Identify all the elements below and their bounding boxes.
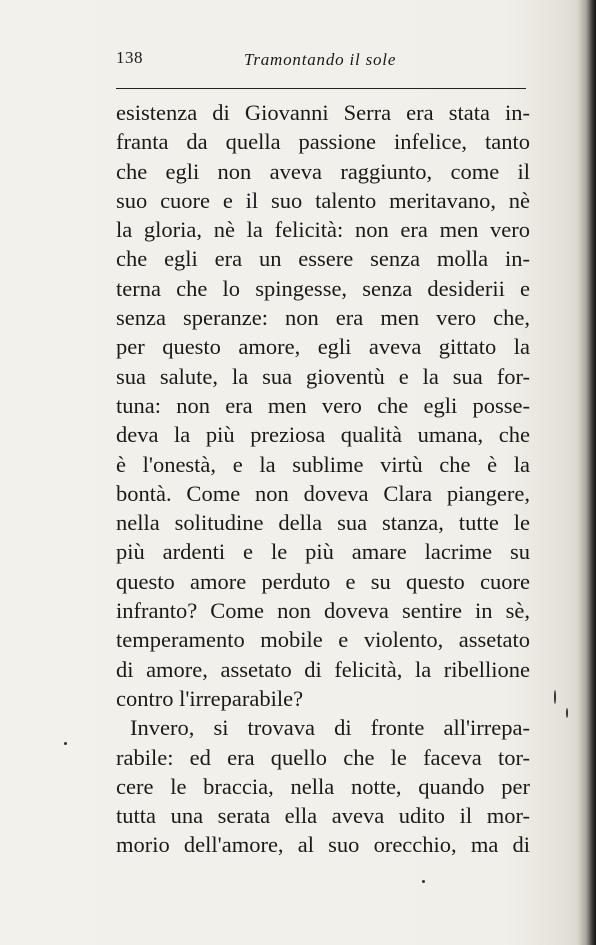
text-line: deva la più preziosa qualità umana, che: [116, 422, 530, 448]
text-line: sua salute, la sua gioventù e la sua for-: [116, 363, 530, 389]
text-line: è l'onestà, e la sublime virtù che è la: [116, 451, 530, 477]
body-text: [116, 98, 530, 860]
text-line: franta da quella passione infelice, tanto: [116, 129, 530, 155]
text-line: che egli non aveva raggiunto, come il: [116, 158, 530, 184]
text-line: cere le braccia, nella notte, quando per: [116, 773, 530, 799]
text-line: tutta una serata ella aveva udito il mor-: [116, 803, 530, 829]
book-spine-edge: [578, 0, 596, 945]
text-line: di amore, assetato di felicità, la ribellione: [116, 656, 530, 682]
text-line: Invero, si trovava di fronte all'irrepa-: [130, 715, 530, 741]
text-line: tuna: non era men vero che egli posse-: [116, 392, 530, 418]
running-title: Tramontando il sole: [244, 50, 397, 69]
page-number: 138: [116, 48, 143, 67]
ink-speck: [554, 690, 556, 704]
text-line: questo amore perduto e su questo cuore: [116, 568, 530, 594]
ink-speck: [566, 708, 568, 718]
text-line: morio dell'amore, al suo orecchio, ma di: [116, 832, 530, 858]
text-line: terna che lo spingesse, senza desiderii e: [116, 275, 530, 301]
text-line: senza speranze: non era men vero che,: [116, 305, 530, 331]
text-line: suo cuore e il suo talento meritavano, nè: [116, 187, 530, 213]
text-line: infranto? Come non doveva sentire in sè,: [116, 598, 530, 624]
header-rule: [116, 88, 526, 89]
text-line: più ardenti e le più amare lacrime su: [116, 539, 530, 565]
text-line: nella solitudine della sua stanza, tutte le: [116, 510, 530, 536]
text-line: bontà. Come non doveva Clara piangere,: [116, 480, 530, 506]
page-header: [116, 44, 526, 72]
text-line: esistenza di Giovanni Serra era stata in-: [116, 100, 530, 125]
ink-speck: [422, 880, 425, 883]
text-line: contro l'irreparabile?: [116, 685, 304, 711]
text-line: per questo amore, egli aveva gittato la: [116, 334, 530, 360]
text-line: che egli era un essere senza molla in-: [116, 246, 530, 272]
text-line: la gloria, nè la felicità: non era men vero: [116, 217, 530, 243]
text-line: temperamento mobile e violento, assetato: [116, 627, 530, 653]
ink-speck: [64, 742, 67, 745]
text-line: rabile: ed era quello che le faceva tor-: [116, 744, 530, 770]
